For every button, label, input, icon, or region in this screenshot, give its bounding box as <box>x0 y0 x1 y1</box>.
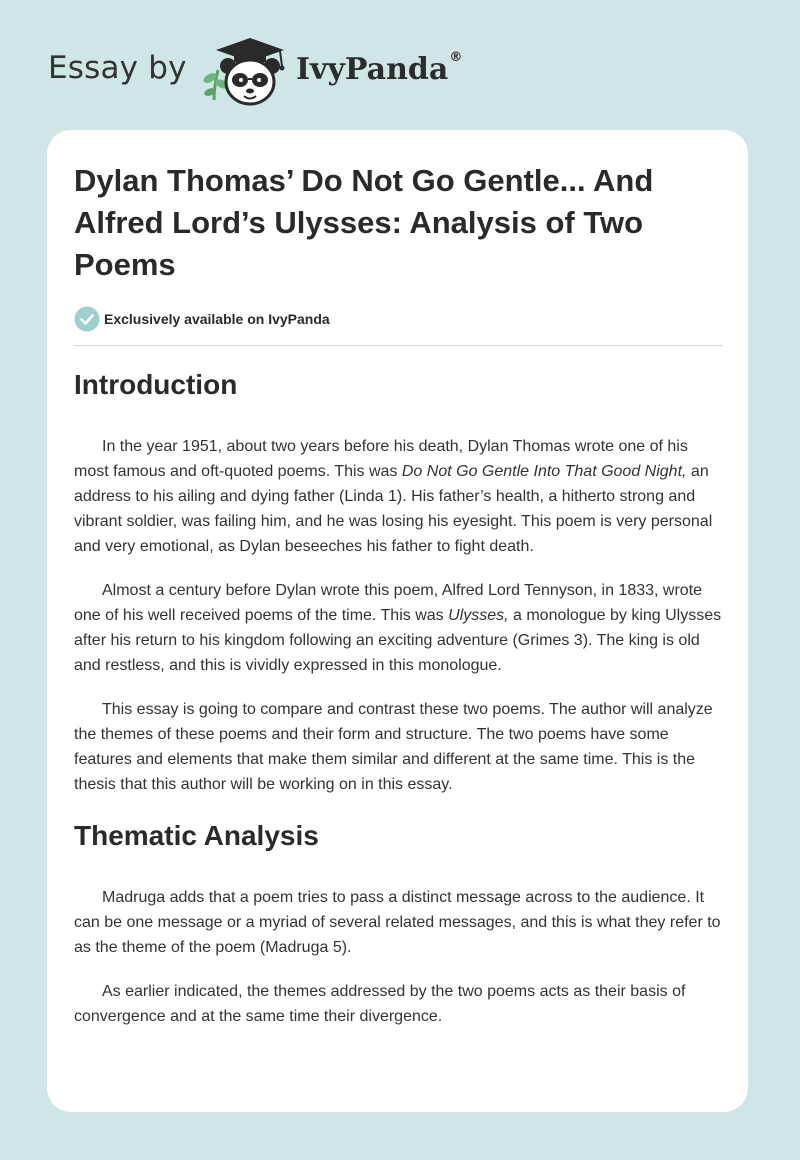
paragraph <box>74 434 726 559</box>
paragraph-text: a monologue by king Ulysses after his return to his kingdom following an exciting adventure (Grimes 3). The king is old and restless, and this is vividly expressed in this monologue. <box>74 607 722 674</box>
paragraph: As earlier indicated, the themes addressed by the two poems acts as their basis of convergence and at the same time their divergence. <box>74 983 686 1025</box>
brand-name[interactable] <box>296 52 462 87</box>
exclusive-badge-label: Exclusively available on IvyPanda <box>104 311 330 327</box>
paragraph: This essay is going to compare and contrast these two poems. The author will analyze the themes of these poems and their form and structure. The two poems have some features and elements that make them similar and different at the same time. This is the thesis that this author will be working on in this essay. <box>74 701 713 793</box>
exclusive-badge <box>74 306 330 332</box>
paragraph-text: In the year 1951, about two years before his death, Dylan Thomas wrote one of his most famous and oft-quoted poems. This was <box>74 438 688 480</box>
paragraph <box>74 578 726 678</box>
paragraph-text: Almost a century before Dylan wrote this poem, Alfred Lord Tennyson, in 1833, wrote one of his well received poems of the time. This was <box>74 582 703 624</box>
registered-mark: ® <box>449 50 463 65</box>
article-card <box>47 130 748 1112</box>
section-heading-thematic-analysis: Thematic Analysis <box>74 820 319 851</box>
paragraph-text: an address to his ailing and dying father (Linda 1). His father’s health, a hitherto strong and vibrant soldier, was failing him, and he was losing his eyesight. This poem is very personal and very emotional, as Dylan beseeches his father to fight death. <box>74 463 713 555</box>
article-title: Dylan Thomas’ Do Not Go Gentle... And Alfred Lord’s Ulysses: Analysis of Two Poems <box>74 163 654 282</box>
site-header <box>0 0 800 120</box>
panda-logo-icon[interactable] <box>200 36 296 108</box>
title-divider <box>74 345 723 346</box>
poem-title-emphasis: Ulysses, <box>448 607 509 624</box>
brand-name-text: IvyPanda <box>296 52 449 87</box>
brand-prefix: Essay by <box>48 50 187 86</box>
article-body <box>74 362 726 1029</box>
paragraph: Madruga adds that a poem tries to pass a distinct message across to the audience. It can be one message or a myriad of several related messages, and this is what they refer to as the theme of the poem (Madruga 5). <box>74 889 721 956</box>
check-circle-icon <box>74 306 100 332</box>
section-heading-introduction: Introduction <box>74 369 238 400</box>
poem-title-emphasis: Do Not Go Gentle Into That Good Night, <box>401 463 687 480</box>
